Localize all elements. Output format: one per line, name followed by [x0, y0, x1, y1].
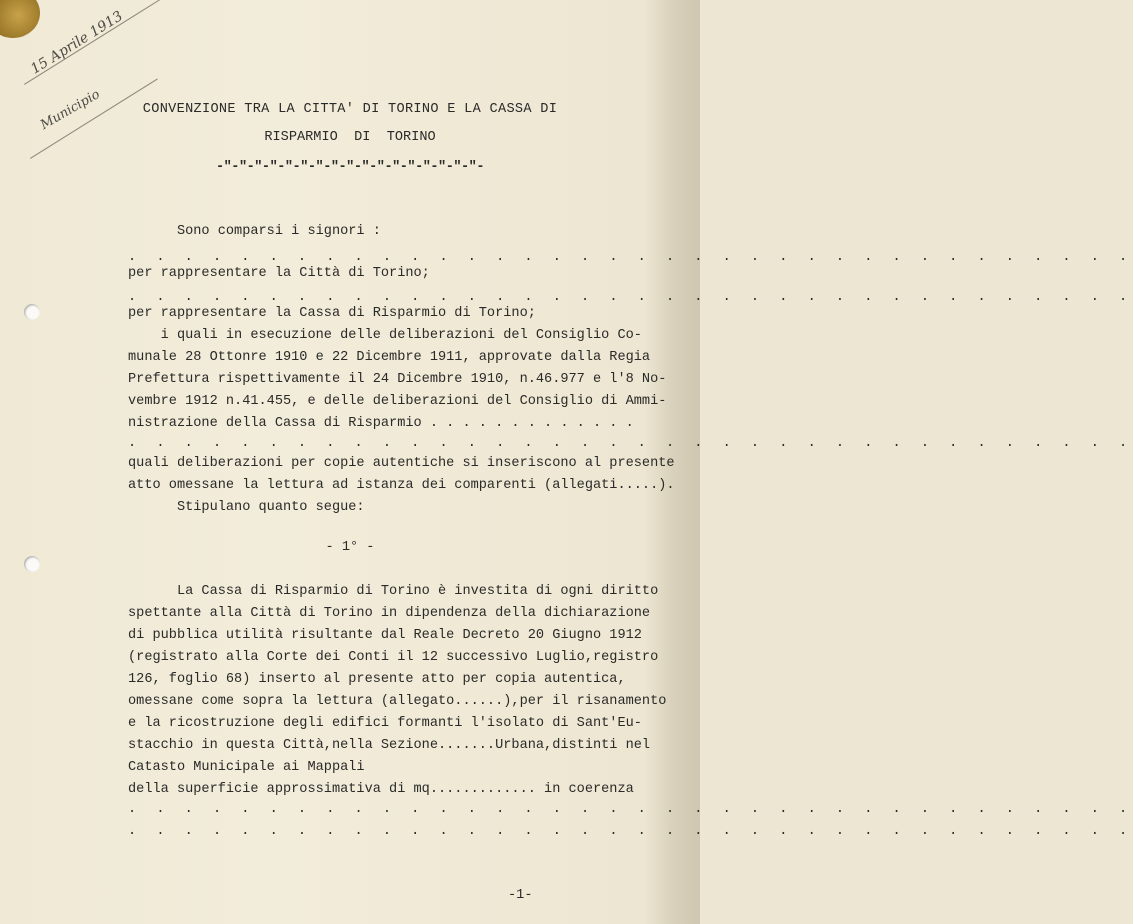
page-number: -1-	[508, 888, 533, 903]
article-line-4: (registrato alla Corte dei Conti il 12 successivo Luglio,registro	[128, 650, 659, 665]
body-line-1: Sono comparsi i signori :	[128, 224, 381, 239]
body-dotted-line-1: . . . . . . . . . . . . . . . . . . . . . . . . . . . . . . . . . . . .	[128, 250, 1133, 265]
body-dotted-line-3: . . . . . . . . . . . . . . . . . . . . . . . . . . . . . . . . . . . .	[128, 436, 1133, 451]
article-line-5: 126, foglio 68) inserto al presente atto per copia autentica,	[128, 672, 626, 687]
punch-hole-top	[24, 304, 40, 320]
body-line-9: vembre 1912 n.41.455, e delle deliberazioni del Consiglio di Ammi-	[128, 394, 667, 409]
body-line-12: quali deliberazioni per copie autentiche si inseriscono al presente	[128, 456, 675, 471]
article-dotted-line-2: . . . . . . . . . . . . . . . . . . . . . . . . . . . . . . . . . . . .	[128, 824, 1133, 839]
article-line-2: spettante alla Città di Torino in dipendenza della dichiarazione	[128, 606, 651, 621]
body-line-13: atto omessane la lettura ad istanza dei comparenti (allegati.....).	[128, 478, 675, 493]
article-line-8: stacchio in questa Città,nella Sezione.......Urbana,distinti nel	[128, 738, 651, 753]
annotation-rule-1	[24, 0, 160, 85]
article-line-9: Catasto Municipale ai Mappali	[128, 760, 365, 775]
body-line-3: per rappresentare la Città di Torino;	[128, 266, 430, 281]
article-line-3: di pubblica utilità risultante dal Reale Decreto 20 Giugno 1912	[128, 628, 642, 643]
title-separator: -"-"-"-"-"-"-"-"-"-"-"-"-"-"-"-"-"-	[215, 160, 484, 175]
body-line-8: Prefettura rispettivamente il 24 Dicembre 1910, n.46.977 e l'8 No-	[128, 372, 667, 387]
body-line-10: nistrazione della Cassa di Risparmio . . . . . . . . . . . . .	[128, 416, 634, 431]
handwritten-date: 15 Aprile 1913	[28, 8, 126, 78]
article-line-10: della superficie approssimativa di mq............. in coerenza	[128, 782, 634, 797]
body-line-14: Stipulano quanto segue:	[128, 500, 365, 515]
body-line-6: i quali in esecuzione delle deliberazioni del Consiglio Co-	[128, 328, 642, 343]
article-heading: - 1° -	[325, 540, 375, 555]
body-dotted-line-2: . . . . . . . . . . . . . . . . . . . . . . . . . . . . . . . . . . . .	[128, 290, 1133, 305]
punch-hole-bottom	[24, 556, 40, 572]
article-line-1: La Cassa di Risparmio di Torino è investita di ogni diritto	[128, 584, 659, 599]
article-dotted-line-1: . . . . . . . . . . . . . . . . . . . . . . . . . . . . . . . . . . . .	[128, 802, 1133, 817]
title-line-2: RISPARMIO DI TORINO	[264, 130, 436, 145]
article-line-7: e la ricostruzione degli edifici formanti l'isolato di Sant'Eu-	[128, 716, 642, 731]
article-line-6: omessane come sopra la lettura (allegato......),per il risanamento	[128, 694, 667, 709]
handwritten-annotation	[24, 8, 174, 138]
body-line-7: munale 28 Ottonre 1910 e 22 Dicembre 1911, approvate dalla Regia	[128, 350, 651, 365]
title-line-1: CONVENZIONE TRA LA CITTA' DI TORINO E LA CASSA DI	[142, 102, 558, 117]
body-line-5: per rappresentare la Cassa di Risparmio di Torino;	[128, 306, 536, 321]
handwritten-note: Municipio	[38, 87, 103, 133]
